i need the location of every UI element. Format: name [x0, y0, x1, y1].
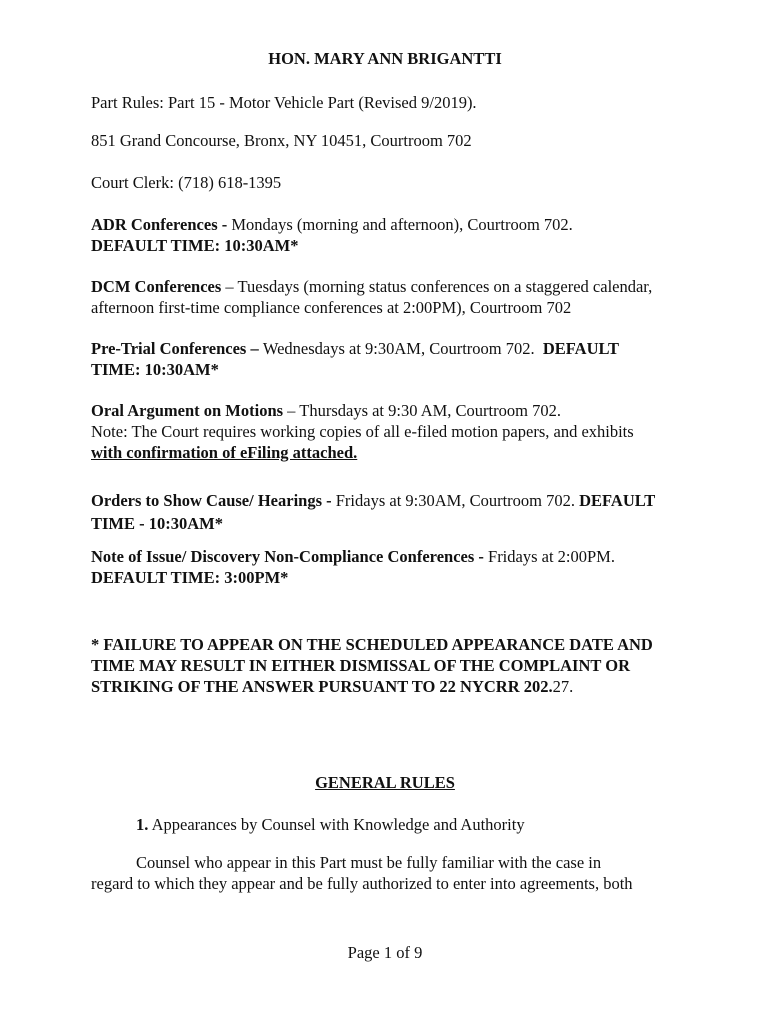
osc-text: Fridays at 9:30AM, Courtroom 702. [335, 491, 580, 510]
dcm-text-line1: – Tuesdays (morning status conferences on a staggered calendar, [221, 277, 653, 296]
pretrial-text: Wednesdays at 9:30AM, Courtroom 702. [262, 339, 543, 358]
pretrial-label: Pre-Trial Conferences – [91, 339, 263, 358]
orders-to-show-cause [91, 490, 691, 534]
warning-line3: STRIKING OF THE ANSWER PURSUANT TO 22 NYCRR 202. [91, 677, 553, 696]
dcm-conferences [91, 276, 691, 318]
adr-conferences [91, 214, 691, 256]
rule-1-para-line2: regard to which they appear and be fully authorized to enter into agreements, both [91, 874, 633, 893]
dcm-label: DCM Conferences [91, 277, 222, 296]
warning-line1: * FAILURE TO APPEAR ON THE SCHEDULED APPEARANCE DATE AND [91, 635, 653, 654]
court-clerk: Court Clerk: (718) 618-1395 [91, 173, 282, 192]
rule-1-paragraph [91, 852, 691, 894]
pretrial-conferences [91, 338, 691, 380]
failure-warning [91, 634, 691, 697]
rule-1-number: 1. [136, 815, 149, 834]
dcm-text-line2: afternoon first-time compliance conferences at 2:00PM), Courtroom 702 [91, 298, 572, 317]
pretrial-default-2: TIME: 10:30AM* [91, 360, 219, 379]
rule-1-text: Appearances by Counsel with Knowledge and Authority [148, 815, 525, 834]
noi-default-time: DEFAULT TIME: 3:00PM* [91, 568, 289, 587]
noi-text: Fridays at 2:00PM. [488, 547, 615, 566]
part-rules-line: Part Rules: Part 15 - Motor Vehicle Part (Revised 9/2019). [91, 93, 477, 112]
rule-1-para-line1: Counsel who appear in this Part must be fully familiar with the case in [136, 853, 602, 872]
judge-name: HON. MARY ANN BRIGANTTI [268, 49, 502, 68]
osc-default-2: TIME - 10:30AM* [91, 514, 223, 533]
oral-note: Note: The Court requires working copies of all e-filed motion papers, and exhibits [91, 422, 634, 441]
note-of-issue [91, 546, 691, 588]
osc-default-1: DEFAULT [579, 491, 656, 510]
adr-label: ADR Conferences - [91, 215, 232, 234]
oral-argument [91, 400, 691, 463]
warning-line2: TIME MAY RESULT IN EITHER DISMISSAL OF THE COMPLAINT OR [91, 656, 630, 675]
osc-label: Orders to Show Cause/ Hearings - [91, 491, 336, 510]
court-address: 851 Grand Concourse, Bronx, NY 10451, Courtroom 702 [91, 131, 472, 150]
adr-text: Mondays (morning and afternoon), Courtroom 702. [231, 215, 573, 234]
warning-line3-tail: 27. [552, 677, 574, 696]
oral-label: Oral Argument on Motions [91, 401, 284, 420]
rule-1-title [136, 814, 736, 835]
noi-label: Note of Issue/ Discovery Non-Compliance Conferences - [91, 547, 489, 566]
oral-text: – Thursdays at 9:30 AM, Courtroom 702. [283, 401, 561, 420]
page-footer: Page 1 of 9 [347, 943, 423, 962]
adr-default-time: DEFAULT TIME: 10:30AM* [91, 236, 299, 255]
oral-note-emphasis: with confirmation of eFiling attached. [91, 443, 358, 462]
pretrial-default-1: DEFAULT [542, 339, 619, 358]
general-rules-heading: GENERAL RULES [315, 773, 455, 792]
